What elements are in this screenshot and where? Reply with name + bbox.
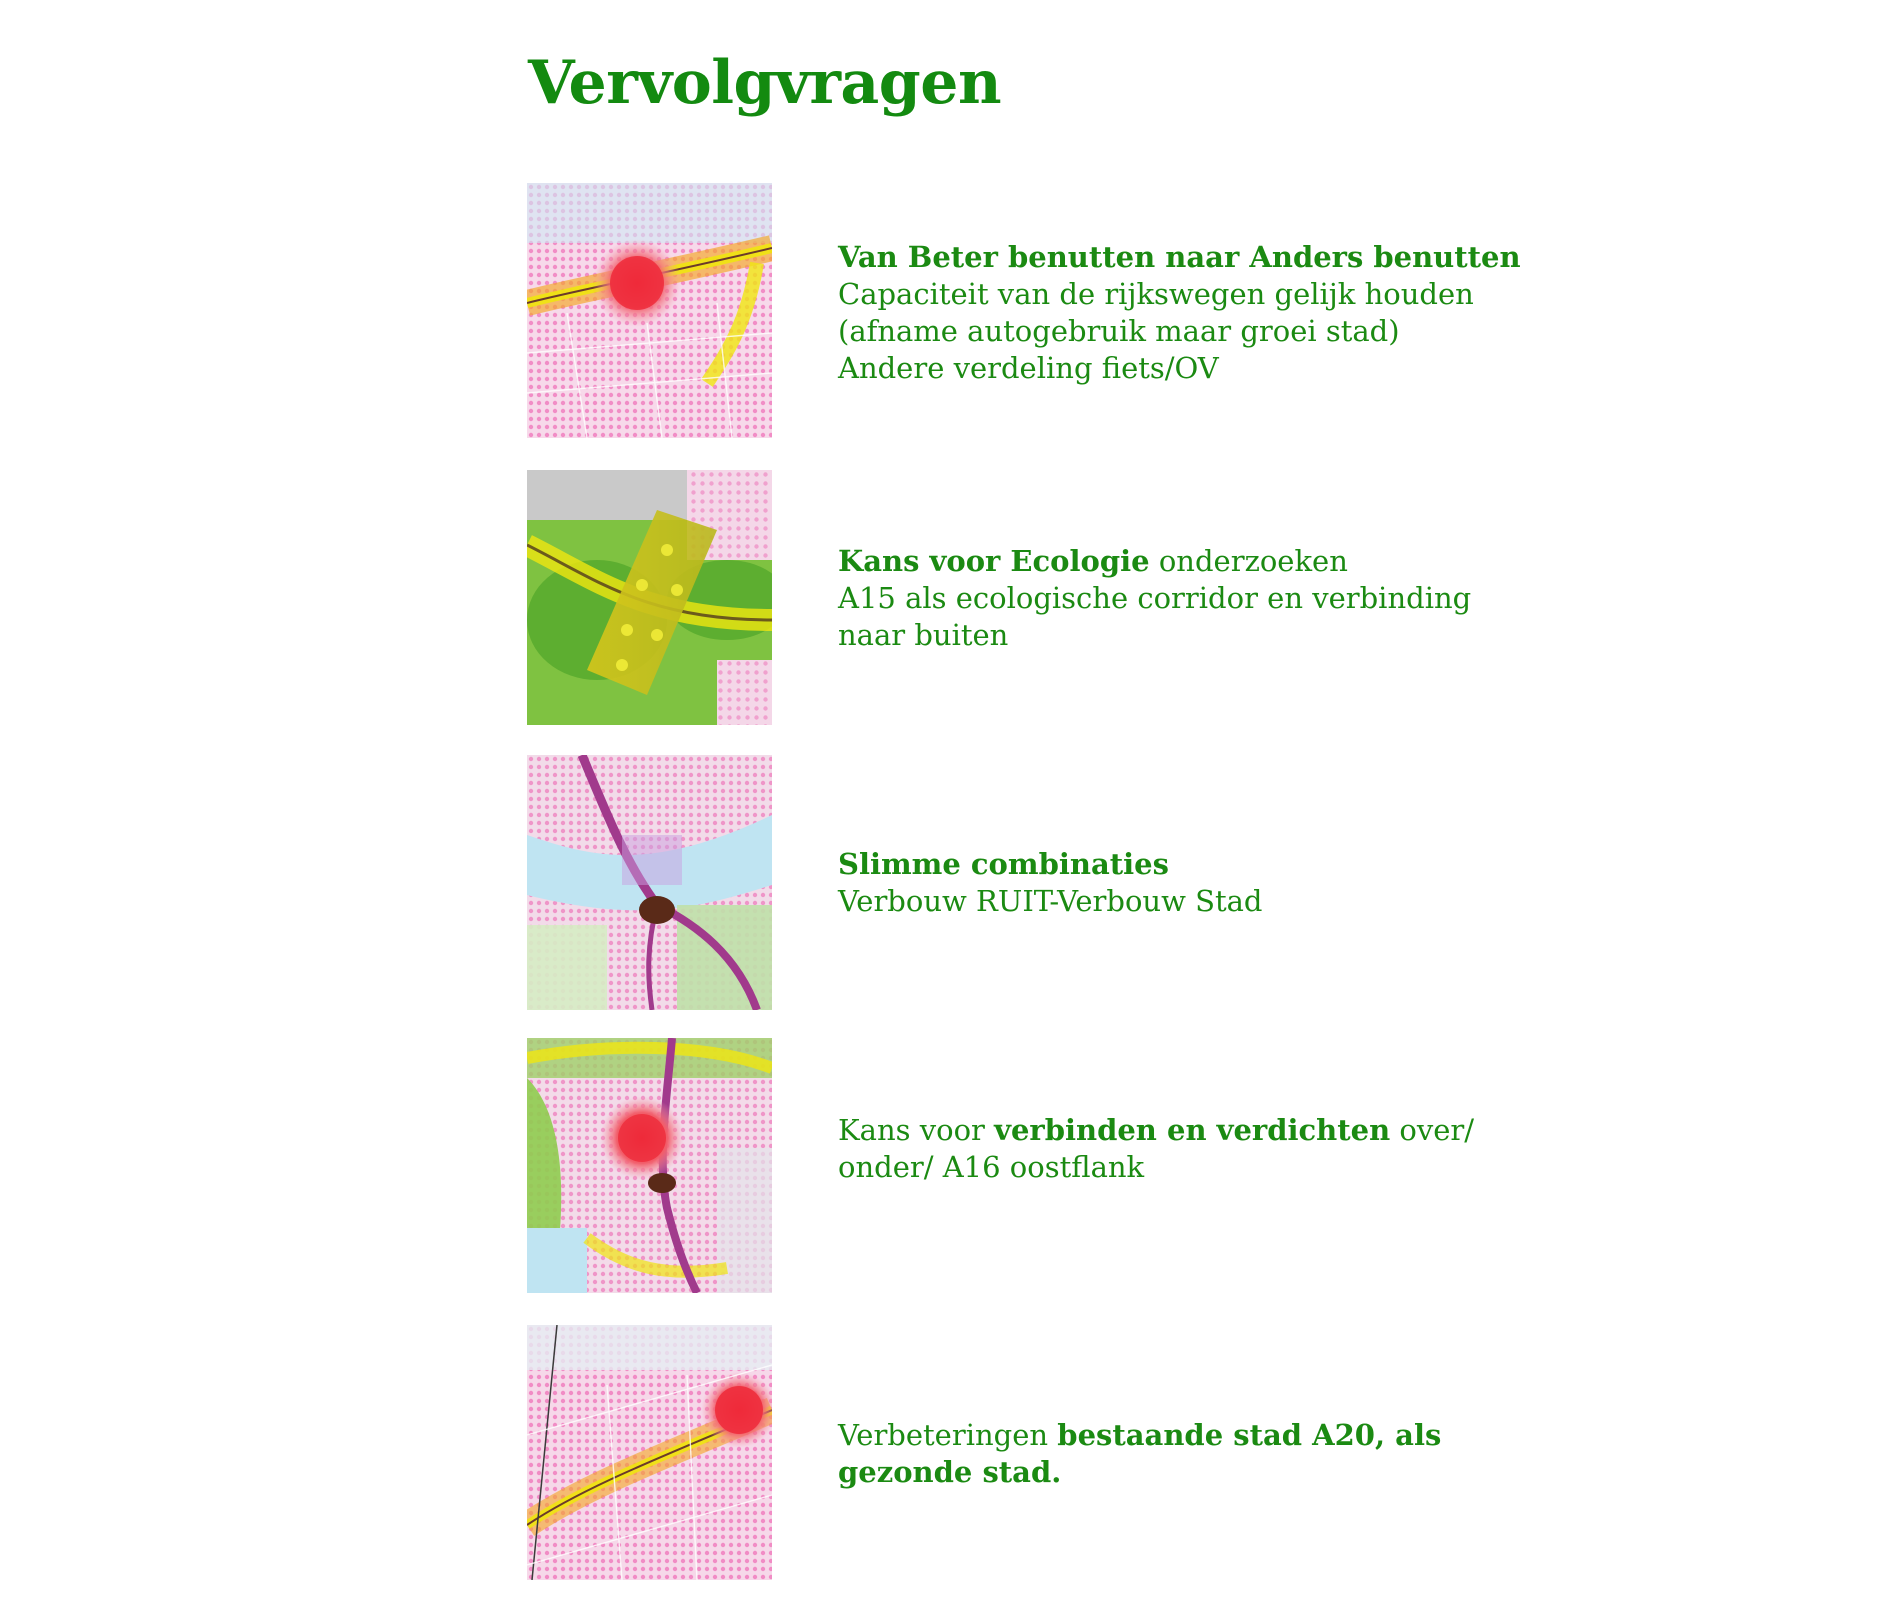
item-line: Verbouw RUIT-Verbouw Stad [838,884,1263,918]
page-title: Vervolgvragen [528,48,1002,118]
map-a15-ecology-corridor-image [527,470,772,725]
item-text [838,846,1538,920]
item-line [838,543,1538,580]
item-line-bold: bestaande stad A20, als [1057,1418,1442,1452]
item-line [838,846,1538,883]
map-ruit-combinations-image [527,755,772,1010]
list-item [0,470,1900,725]
item-text [838,239,1538,387]
list-item [0,755,1900,1010]
item-line [838,239,1538,276]
map-a20-existing-city-image [527,1325,772,1580]
item-line: Andere verdeling fiets/OV [838,351,1219,385]
item-text [838,543,1538,654]
item-line-rest: over/ [1390,1113,1475,1147]
item-line: Capaciteit van de rijkswegen gelijk houden [838,277,1474,311]
item-line: A15 als ecologische corridor en verbinding [838,581,1472,615]
item-line-pre: Verbeteringen [838,1418,1058,1452]
item-line-pre: Kans voor [838,1113,995,1147]
item-line [838,1454,1538,1491]
map-a16-east-flank-image [527,1038,772,1293]
item-text [838,1417,1538,1491]
item-line [838,1417,1538,1454]
item-line-bold: gezonde stad. [838,1455,1062,1489]
item-line-bold: Van Beter benutten naar Anders benutten [838,240,1521,274]
item-line-bold: Slimme combinaties [838,847,1169,881]
item-line-bold: verbinden en verdichten [994,1113,1391,1147]
item-line-bold: Kans voor Ecologie [838,544,1150,578]
item-line: (afname autogebruik maar groei stad) [838,314,1400,348]
item-line-rest: onderzoeken [1149,544,1348,578]
item-line: onder/ A16 oostflank [838,1150,1145,1184]
list-item [0,1038,1900,1293]
item-text [838,1112,1538,1186]
item-line: naar buiten [838,618,1009,652]
map-a20-hotspot-image [527,183,772,438]
list-item [0,1325,1900,1580]
list-item [0,183,1900,438]
item-line [838,1112,1538,1149]
